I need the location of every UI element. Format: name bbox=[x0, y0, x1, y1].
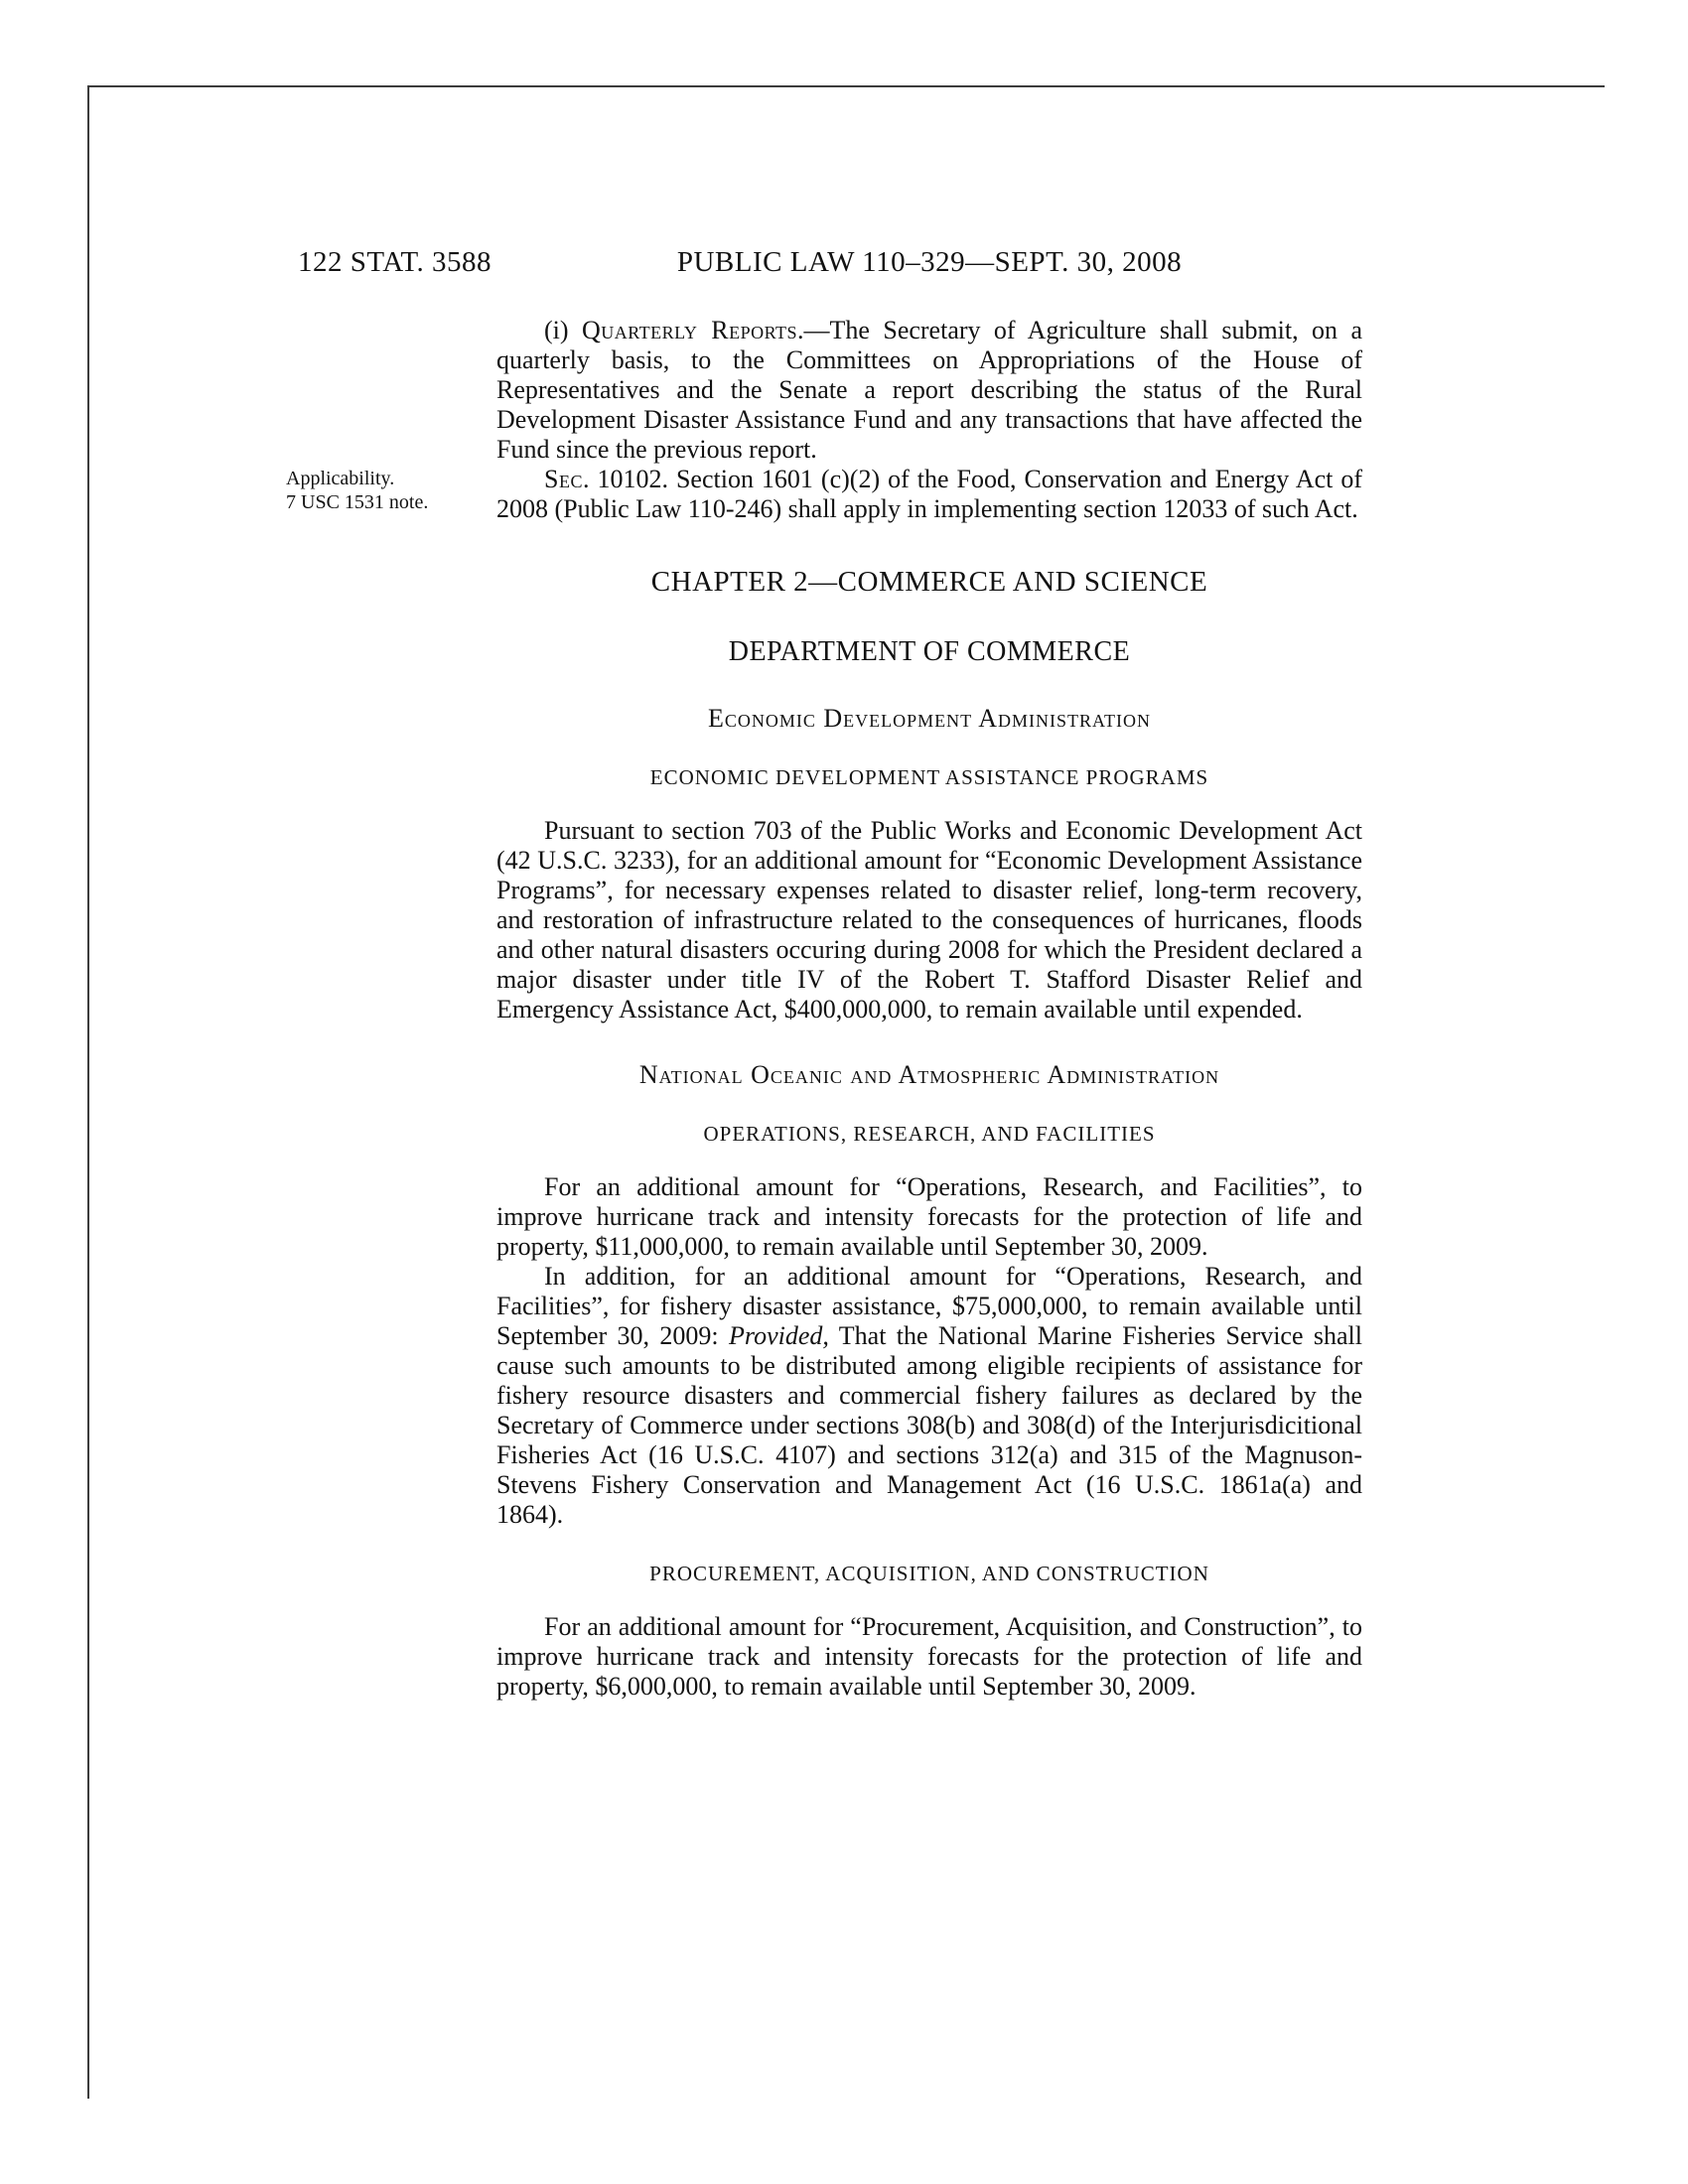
paragraph-sec-10102 bbox=[286, 465, 1362, 524]
account-heading-pac: PROCUREMENT, ACQUISITION, AND CONSTRUCTION bbox=[649, 1562, 1209, 1585]
margin-note-line2: 7 USC 1531 note. bbox=[286, 491, 429, 513]
scan-edge-left bbox=[87, 85, 89, 2099]
account-heading-orf: OPERATIONS, RESEARCH, AND FACILITIES bbox=[703, 1122, 1156, 1146]
page-header bbox=[298, 246, 1390, 288]
department-heading: DEPARTMENT OF COMMERCE bbox=[728, 636, 1131, 667]
scan-edge-top bbox=[87, 85, 1605, 87]
paragraph-pursuant: Pursuant to section 703 of the Public Works and Economic Development Act (42 U.S.C. 3233), for an additional amount for “Economic Development Assistance Programs”, for necessary expenses related to disaster relief, long-term recovery, and restoration of infrastructure related to the consequences of hurricanes, floods and other natural disasters occuring during 2008 for which the President declared a major disaster under title IV of the Robert T. Stafford Disaster Relief and Emergency Assistance Act, $400,000,000, to remain available until expended. bbox=[496, 816, 1362, 1024]
margin-note-line1: Applicability. bbox=[286, 468, 395, 489]
smallcaps-quarterly-reports: Quarterly Reports bbox=[581, 316, 798, 344]
agency-heading-noaa: National Oceanic and Atmospheric Administration bbox=[638, 1060, 1220, 1089]
paragraph-pac: For an additional amount for “Procurement, Acquisition, and Construction”, to improve hurricane track and intensity forecasts for the protection of life and property, $6,000,000, to remain available until September 30, 2009. bbox=[496, 1612, 1362, 1701]
proviso-italic: Provided, bbox=[729, 1321, 829, 1350]
smallcaps-sec: Sec bbox=[544, 465, 583, 493]
clause-label: (i) bbox=[544, 316, 582, 344]
chapter-heading: CHAPTER 2—COMMERCE AND SCIENCE bbox=[650, 566, 1208, 598]
paragraph-text: . 10102. Section 1601 (c)(2) of the Food, Conservation and Energy Act of 2008 (Public Law 110-246) shall apply in implementing section 12033 of such Act. bbox=[496, 465, 1362, 523]
stat-page-number: 122 STAT. 3588 bbox=[298, 246, 492, 278]
paragraph-text: In addition, for an additional amount for “Operations, Research, and Facilities”, for fishery disaster assistance, $75,000,000, to remain available until September 30, 2009: bbox=[496, 1262, 1362, 1350]
account-heading-edap: ECONOMIC DEVELOPMENT ASSISTANCE PROGRAMS bbox=[649, 765, 1209, 789]
paragraph-orf-2 bbox=[496, 1262, 1362, 1530]
paragraph-text: .—The Secretary of Agriculture shall submit, on a quarterly basis, to the Committees on Appropriations of the House of Representatives and the Senate a report describing the status of the Rural Development Disaster Assistance Fund and any transactions that have affected the Fund since the previous report. bbox=[496, 316, 1362, 464]
public-law-running-head: PUBLIC LAW 110–329—SEPT. 30, 2008 bbox=[676, 246, 1183, 278]
paragraph-quarterly-reports bbox=[496, 316, 1362, 465]
agency-heading-eda: Economic Development Administration bbox=[708, 704, 1151, 733]
page-content bbox=[286, 316, 1362, 1702]
paragraph-orf-1: For an additional amount for “Operations, Research, and Facilities”, to improve hurricane track and intensity forecasts for the protection of life and property, $11,000,000, to remain available until September 30, 2009. bbox=[496, 1172, 1362, 1261]
margin-note bbox=[286, 467, 480, 514]
paragraph-text: That the National Marine Fisheries Service shall cause such amounts to be distributed among eligible recipients of assistance for fishery resource disasters and commercial fishery failures as declared by the Secretary of Commerce under sections 308(b) and 308(d) of the Interjurisdicitional Fisheries Act (16 U.S.C. 4107) and sections 312(a) and 315 of the Magnuson-Stevens Fishery Conservation and Management Act (16 U.S.C. 1861a(a) and 1864). bbox=[496, 1321, 1362, 1529]
